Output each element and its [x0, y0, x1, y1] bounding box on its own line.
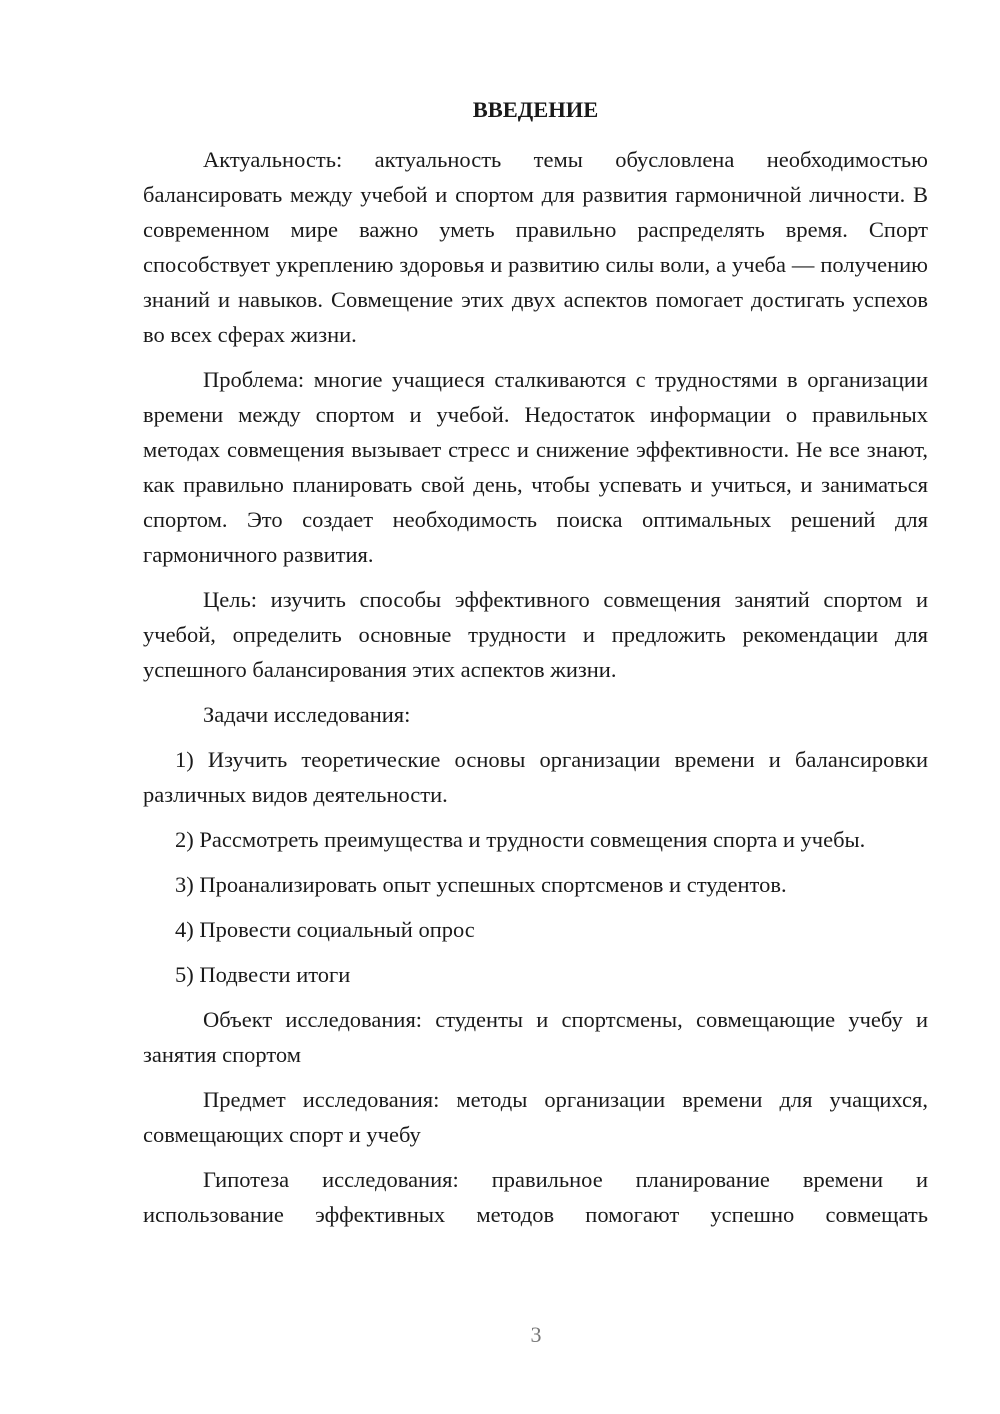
paragraph-hypothesis: Гипотеза исследования: правильное планирование времени и использование эффективных методов помогают успешно совмещать	[143, 1167, 928, 1227]
tasks-heading: Задачи исследования:	[203, 702, 411, 727]
task-item: 3) Проанализировать опыт успешных спортсменов и студентов.	[175, 872, 787, 897]
task-item: 5) Подвести итоги	[175, 962, 351, 987]
document-title: ВВЕДЕНИЕ	[472, 97, 599, 122]
paragraph-problem: Проблема: многие учащиеся сталкиваются с трудностями в организации времени между спортом и учебой. Недостаток информации о правильных методах совмещения вызывает стресс и снижение эффективности. Не все знают, как правильно планировать свой день, чтобы успевать и учиться, и заниматься спортом. Это создает необходимость поиска оптимальных решений для гармоничного развития.	[143, 367, 928, 567]
paragraph-goal: Цель: изучить способы эффективного совмещения занятий спортом и учебой, определить основные трудности и предложить рекомендации для успешного балансирования этих аспектов жизни.	[143, 587, 928, 682]
paragraph-object: Объект исследования: студенты и спортсмены, совмещающие учебу и занятия спортом	[143, 1007, 928, 1067]
page-number: 3	[530, 1322, 542, 1347]
document-page	[143, 92, 928, 1232]
task-item: 2) Рассмотреть преимущества и трудности совмещения спорта и учебы.	[175, 827, 866, 852]
paragraph-subject: Предмет исследования: методы организации времени для учащихся, совмещающих спорт и учебу	[143, 1087, 928, 1147]
task-item: 1) Изучить теоретические основы организации времени и балансировки различных видов деятельности.	[143, 747, 928, 807]
paragraph-relevance: Актуальность: актуальность темы обусловлена необходимостью балансировать между учебой и спортом для развития гармоничной личности. В современном мире важно уметь правильно распределять время. Спорт способствует укреплению здоровья и развитию силы воли, а учеба — получению знаний и навыков. Совмещение этих двух аспектов помогает достигать успехов во всех сферах жизни.	[143, 147, 928, 347]
task-item: 4) Провести социальный опрос	[175, 917, 475, 942]
